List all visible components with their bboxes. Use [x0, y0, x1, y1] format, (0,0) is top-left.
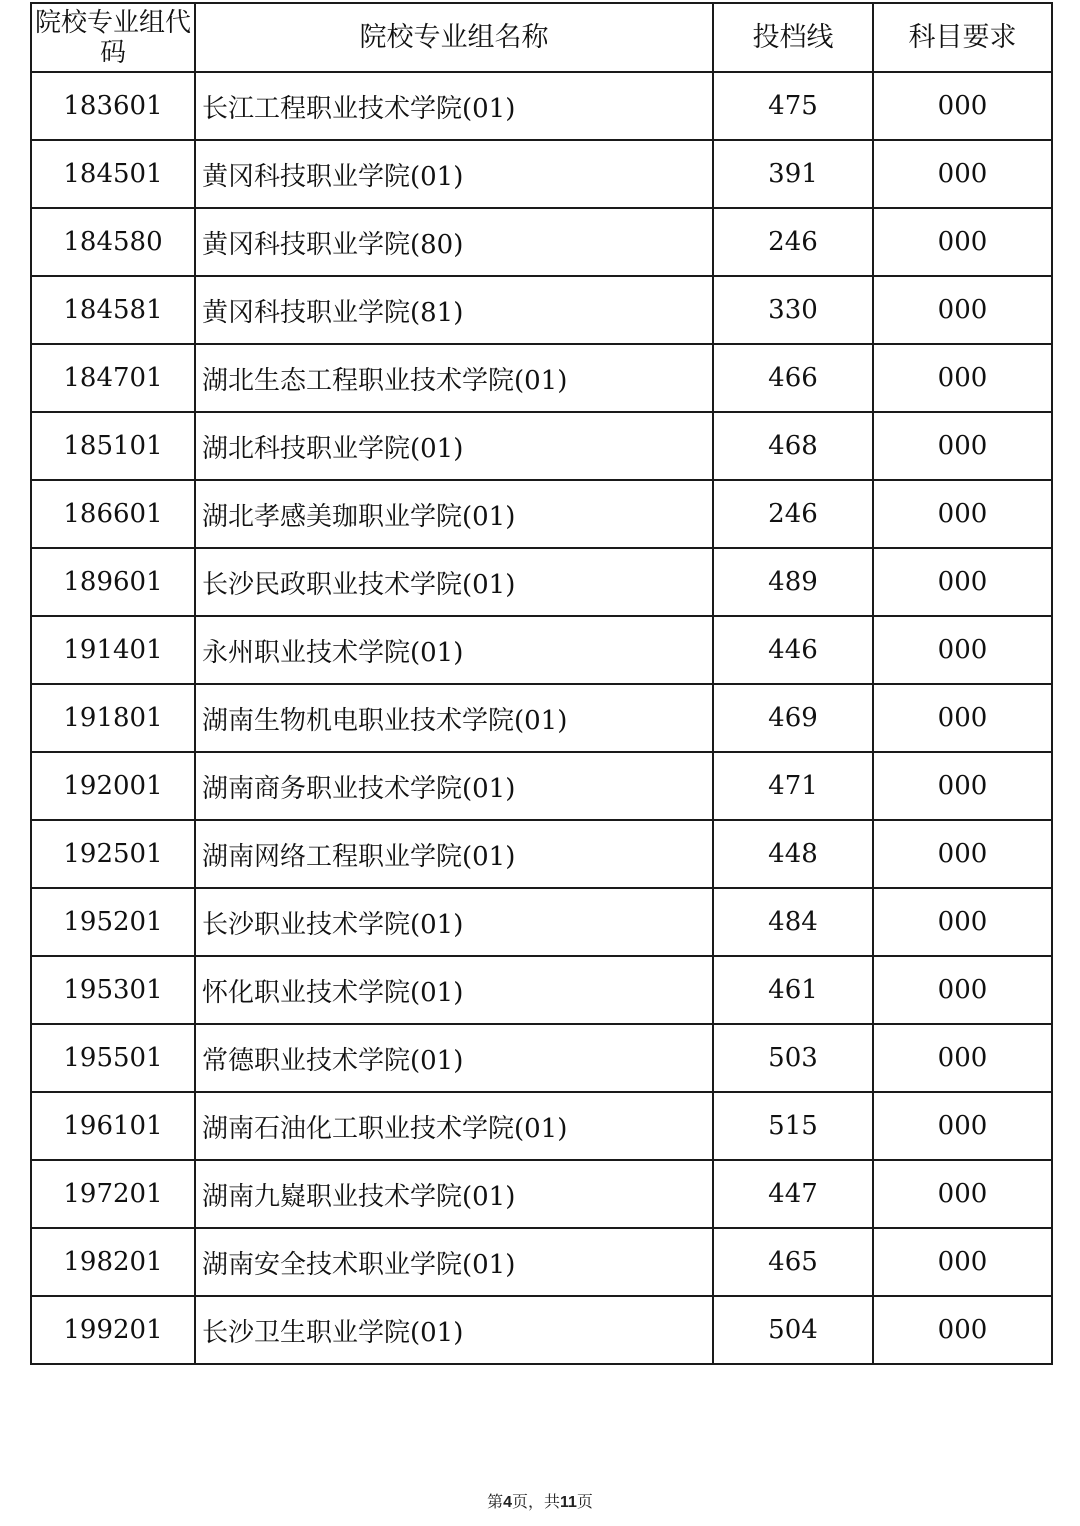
header-group-code: 院校专业组代码: [31, 3, 195, 72]
group-code-cell: 199201: [31, 1296, 195, 1364]
group-code-cell: 192001: [31, 752, 195, 820]
group-code-cell: 197201: [31, 1160, 195, 1228]
admission-line-cell: 448: [713, 820, 873, 888]
subject-requirement-cell: 000: [873, 1092, 1052, 1160]
admission-line-cell: 465: [713, 1228, 873, 1296]
admission-line-cell: 246: [713, 480, 873, 548]
page-footer: [0, 1489, 1080, 1512]
group-name-cell: 湖北科技职业学院(01): [195, 412, 713, 480]
table-row: [31, 412, 1052, 480]
admission-line-cell: 466: [713, 344, 873, 412]
group-code-cell: 184581: [31, 276, 195, 344]
table-row: [31, 616, 1052, 684]
group-code-cell: 198201: [31, 1228, 195, 1296]
page-label-suffix: 页: [576, 1492, 593, 1511]
group-code-cell: 195201: [31, 888, 195, 956]
group-name-cell: 黄冈科技职业学院(01): [195, 140, 713, 208]
group-code-cell: 183601: [31, 72, 195, 140]
group-name-cell: 黄冈科技职业学院(80): [195, 208, 713, 276]
group-code-cell: 184701: [31, 344, 195, 412]
group-name-cell: 湖南网络工程职业学院(01): [195, 820, 713, 888]
table-row: [31, 1092, 1052, 1160]
subject-requirement-cell: 000: [873, 820, 1052, 888]
subject-requirement-cell: 000: [873, 344, 1052, 412]
group-name-cell: 长江工程职业技术学院(01): [195, 72, 713, 140]
group-name-cell: 湖南商务职业技术学院(01): [195, 752, 713, 820]
group-name-cell: 湖南安全技术职业学院(01): [195, 1228, 713, 1296]
header-group-name: 院校专业组名称: [195, 3, 713, 72]
group-name-cell: 永州职业技术学院(01): [195, 616, 713, 684]
header-admission-line: 投档线: [713, 3, 873, 72]
group-code-cell: 184580: [31, 208, 195, 276]
page-total: 11: [560, 1494, 577, 1511]
admission-line-cell: 246: [713, 208, 873, 276]
subject-requirement-cell: 000: [873, 276, 1052, 344]
group-code-cell: 186601: [31, 480, 195, 548]
admission-line-cell: 471: [713, 752, 873, 820]
table-row: [31, 72, 1052, 140]
page-label-middle: 页，共: [511, 1492, 560, 1511]
subject-requirement-cell: 000: [873, 616, 1052, 684]
admission-line-cell: 515: [713, 1092, 873, 1160]
page-number: 4: [503, 1494, 512, 1511]
group-code-cell: 196101: [31, 1092, 195, 1160]
table-row: [31, 752, 1052, 820]
subject-requirement-cell: 000: [873, 480, 1052, 548]
table-row: [31, 1228, 1052, 1296]
group-name-cell: 长沙卫生职业学院(01): [195, 1296, 713, 1364]
subject-requirement-cell: 000: [873, 684, 1052, 752]
group-name-cell: 湖南石油化工职业技术学院(01): [195, 1092, 713, 1160]
group-code-cell: 184501: [31, 140, 195, 208]
admission-line-cell: 504: [713, 1296, 873, 1364]
subject-requirement-cell: 000: [873, 412, 1052, 480]
group-code-cell: 195301: [31, 956, 195, 1024]
admission-line-cell: 484: [713, 888, 873, 956]
table-row: [31, 684, 1052, 752]
admission-line-cell: 489: [713, 548, 873, 616]
group-name-cell: 长沙民政职业技术学院(01): [195, 548, 713, 616]
admission-score-table: [30, 2, 1053, 1365]
group-code-cell: 195501: [31, 1024, 195, 1092]
table-row: [31, 344, 1052, 412]
subject-requirement-cell: 000: [873, 752, 1052, 820]
table-row: [31, 548, 1052, 616]
subject-requirement-cell: 000: [873, 1296, 1052, 1364]
group-name-cell: 怀化职业技术学院(01): [195, 956, 713, 1024]
subject-requirement-cell: 000: [873, 72, 1052, 140]
group-name-cell: 常德职业技术学院(01): [195, 1024, 713, 1092]
subject-requirement-cell: 000: [873, 1228, 1052, 1296]
admission-line-cell: 330: [713, 276, 873, 344]
subject-requirement-cell: 000: [873, 548, 1052, 616]
group-name-cell: 湖南九嶷职业技术学院(01): [195, 1160, 713, 1228]
subject-requirement-cell: 000: [873, 956, 1052, 1024]
group-code-cell: 185101: [31, 412, 195, 480]
subject-requirement-cell: 000: [873, 1160, 1052, 1228]
table-row: [31, 1160, 1052, 1228]
group-code-cell: 192501: [31, 820, 195, 888]
table-row: [31, 1296, 1052, 1364]
table-row: [31, 276, 1052, 344]
admission-line-cell: 468: [713, 412, 873, 480]
admission-line-cell: 469: [713, 684, 873, 752]
table-row: [31, 140, 1052, 208]
table-row: [31, 1024, 1052, 1092]
table-row: [31, 956, 1052, 1024]
table-row: [31, 888, 1052, 956]
subject-requirement-cell: 000: [873, 208, 1052, 276]
group-code-cell: 191801: [31, 684, 195, 752]
admission-line-cell: 475: [713, 72, 873, 140]
header-subject-requirement: 科目要求: [873, 3, 1052, 72]
table-row: [31, 820, 1052, 888]
group-code-cell: 191401: [31, 616, 195, 684]
group-name-cell: 湖南生物机电职业技术学院(01): [195, 684, 713, 752]
admission-line-cell: 446: [713, 616, 873, 684]
table-body: [31, 72, 1052, 1364]
group-name-cell: 长沙职业技术学院(01): [195, 888, 713, 956]
admission-line-cell: 391: [713, 140, 873, 208]
table-row: [31, 480, 1052, 548]
admission-line-cell: 447: [713, 1160, 873, 1228]
admission-line-cell: 461: [713, 956, 873, 1024]
page-label-prefix: 第: [487, 1492, 504, 1511]
subject-requirement-cell: 000: [873, 1024, 1052, 1092]
subject-requirement-cell: 000: [873, 140, 1052, 208]
subject-requirement-cell: 000: [873, 888, 1052, 956]
table-row: [31, 208, 1052, 276]
group-name-cell: 湖北生态工程职业技术学院(01): [195, 344, 713, 412]
admission-table-sheet: [30, 2, 1051, 1365]
group-name-cell: 湖北孝感美珈职业学院(01): [195, 480, 713, 548]
group-name-cell: 黄冈科技职业学院(81): [195, 276, 713, 344]
admission-line-cell: 503: [713, 1024, 873, 1092]
group-code-cell: 189601: [31, 548, 195, 616]
table-header-row: [31, 3, 1052, 72]
